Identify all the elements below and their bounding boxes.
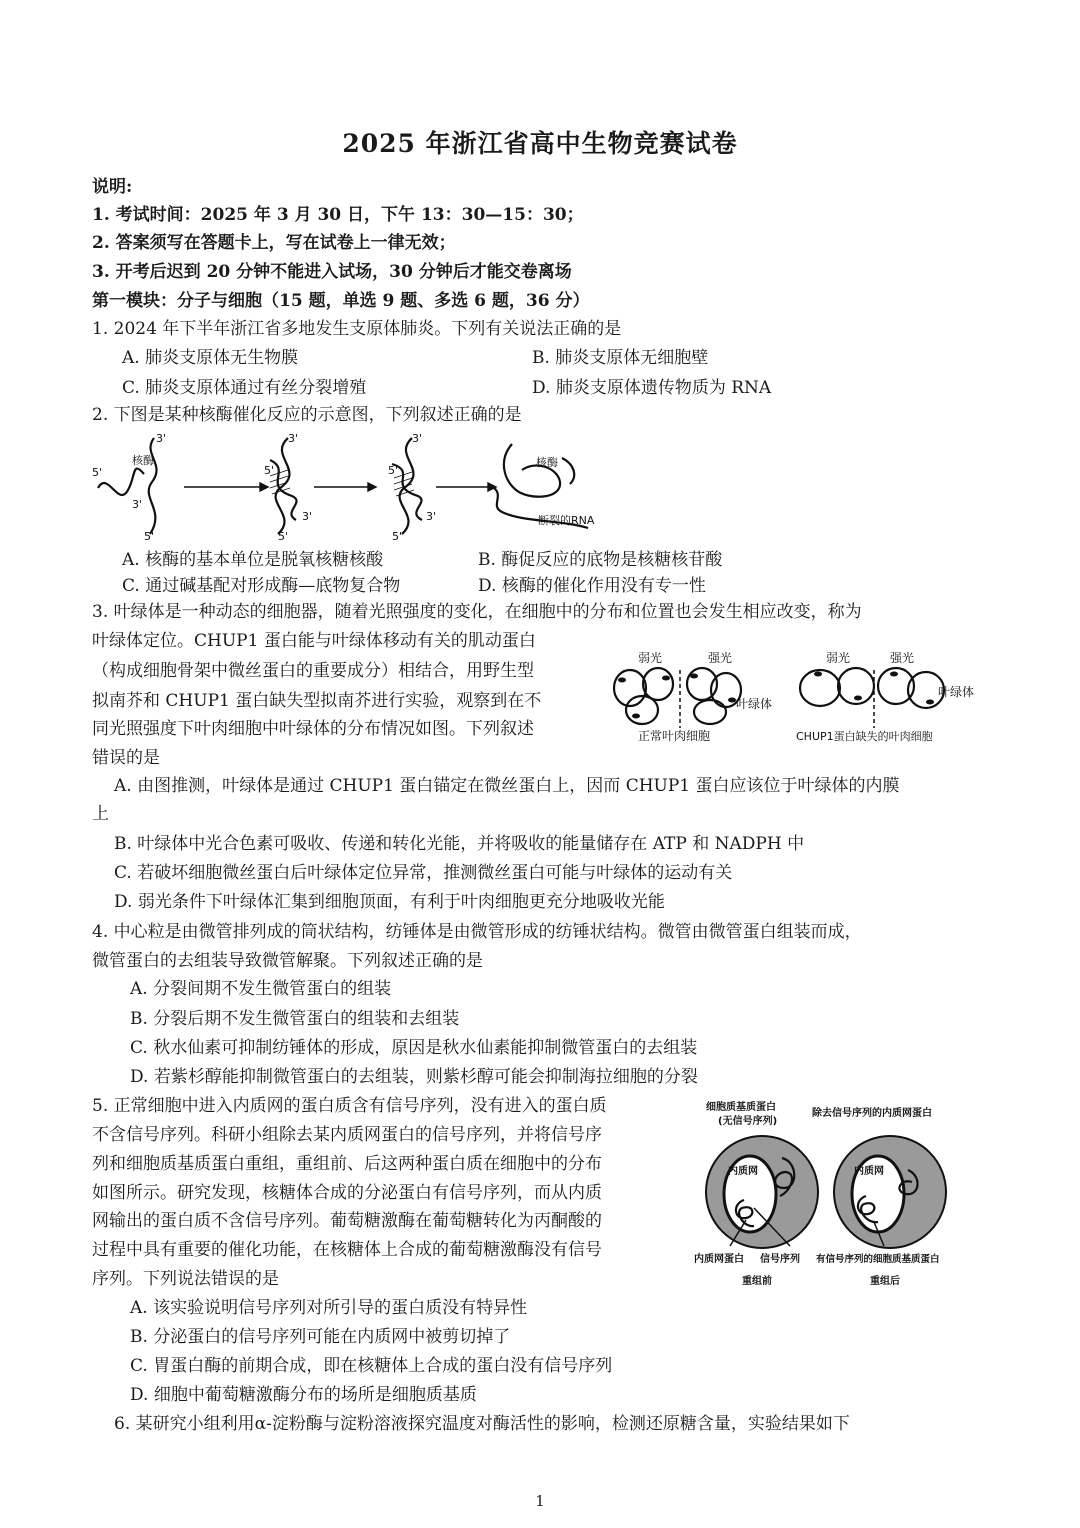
ribozyme-figure [92, 430, 652, 542]
note-item: 2. 答案须写在答题卡上，写在试卷上一律无效； [92, 233, 456, 253]
option-c: C. 胃蛋白酶的前期合成，即在核糖体上合成的蛋白没有信号序列 [130, 1356, 613, 1376]
question-stem: 2. 下图是某种核酶催化反应的示意图，下列叙述正确的是 [92, 405, 522, 425]
chloroplast-label: 叶绿体 [938, 685, 975, 699]
option-d: D. 核酶的催化作用没有专一性 [478, 576, 706, 596]
note-item: 3. 开考后迟到 20 分钟不能进入试场，30 分钟后才能交卷离场 [92, 262, 572, 282]
option-d: D. 弱光条件下叶绿体汇集到细胞顶面，有利于叶肉细胞更充分地吸收光能 [114, 892, 665, 912]
option-a-cont: 上 [92, 804, 109, 824]
option-c: C. 肺炎支原体通过有丝分裂增殖 [122, 378, 367, 398]
after-label: 重组后 [870, 1276, 900, 1287]
module-heading: 第一模块：分子与细胞（15 题，单选 9 题、多选 6 题，36 分） [92, 291, 590, 311]
normal-cell-label: 正常叶肉细胞 [638, 729, 711, 743]
question-stem: （构成细胞骨架中微丝蛋白的重要成分）相结合，用野生型 [92, 661, 534, 681]
option-c: C. 若破坏细胞微丝蛋白后叶绿体定位异常，推测微丝蛋白可能与叶绿体的运动有关 [114, 863, 733, 883]
strong-light-label: 强光 [708, 651, 733, 665]
option-d: D. 肺炎支原体遗传物质为 RNA [532, 378, 772, 398]
question-stem: 5. 正常细胞中进入内质网的蛋白质含有信号序列，没有进入的蛋白质 [92, 1096, 607, 1116]
option-c: C. 秋水仙素可抑制纺锤体的形成，原因是秋水仙素能抑制微管蛋白的去组装 [130, 1038, 698, 1058]
er-protein-label: 内质网蛋白 [694, 1254, 744, 1265]
option-a: A. 核酶的基本单位是脱氧核糖核酸 [122, 550, 384, 570]
question-stem: 叶绿体定位。CHUP1 蛋白能与叶绿体移动有关的肌动蛋白 [92, 631, 536, 651]
question-stem: 同光照强度下叶肉细胞中叶绿体的分布情况如图。下列叙述 [92, 719, 534, 739]
question-stem: 列和细胞质基质蛋白重组，重组前、后这两种蛋白质在细胞中的分布 [92, 1154, 602, 1174]
ribozyme-label: 核酶 [132, 454, 154, 467]
end-label: 3' [288, 432, 299, 445]
question-stem: 6. 某研究小组利用α-淀粉酶与淀粉溶液探究温度对酶活性的影响，检测还原糖含量，实验结果如下 [114, 1414, 850, 1434]
option-d: D. 细胞中葡萄糖激酶分布的场所是细胞质基质 [130, 1385, 477, 1405]
end-label: 3' [426, 510, 437, 523]
weak-light-label: 弱光 [826, 651, 851, 665]
question-stem: 网输出的蛋白质不含信号序列。葡萄糖激酶在葡萄糖转化为丙酮酸的 [92, 1211, 602, 1231]
option-d: D. 若紫杉醇能抑制微管蛋白的去组装，则紫杉醇可能会抑制海拉细胞的分裂 [130, 1067, 698, 1087]
question-stem: 不含信号序列。科研小组除去某内质网蛋白的信号序列，并将信号序 [92, 1125, 602, 1145]
option-b: B. 分裂后期不发生微管蛋白的组装和去组装 [130, 1009, 460, 1029]
end-label: 3' [156, 432, 167, 445]
option-a: A. 该实验说明信号序列对所引导的蛋白质没有特异性 [130, 1298, 528, 1318]
er-label: 内质网 [728, 1166, 758, 1177]
page-number: 1 [535, 1492, 545, 1510]
question-stem: 过程中具有重要的催化功能，在核糖体上合成的葡萄糖激酶没有信号 [92, 1240, 602, 1260]
page-title: 2025 年浙江省高中生物竞赛试卷 [342, 129, 738, 158]
weak-light-label: 弱光 [638, 651, 663, 665]
option-b: B. 叶绿体中光合色素可吸收、传递和转化光能，并将吸收的能量储存在 ATP 和 NADPH 中 [114, 834, 805, 854]
question-stem: 1. 2024 年下半年浙江省多地发生支原体肺炎。下列有关说法正确的是 [92, 319, 622, 339]
end-label: 5' [264, 464, 275, 477]
option-b: B. 酶促反应的底物是核糖核苷酸 [478, 550, 723, 570]
ribozyme-label: 核酶 [536, 456, 558, 469]
option-a: A. 分裂间期不发生微管蛋白的组装 [130, 979, 392, 999]
end-label: 3' [302, 510, 313, 523]
note-item: 1. 考试时间：2025 年 3 月 30 日，下午 13：30—15：30； [92, 205, 584, 225]
option-b: B. 肺炎支原体无细胞壁 [532, 348, 709, 368]
question-stem: 4. 中心粒是由微管排列成的筒状结构，纺锤体是由微管形成的纺锤状结构。微管由微管蛋白组装而成， [92, 922, 862, 942]
option-a: A. 肺炎支原体无生物膜 [122, 348, 299, 368]
chloroplast-label: 叶绿体 [736, 697, 773, 711]
strong-light-label: 强光 [890, 651, 915, 665]
question-stem: 3. 叶绿体是一种动态的细胞器，随着光照强度的变化，在细胞中的分布和位置也会发生相应改变，称为 [92, 602, 862, 622]
end-label: 5' [278, 530, 289, 542]
signal-sequence-figure [694, 1096, 980, 1292]
with-signal-label: 有信号序列的细胞质基质蛋白 [816, 1254, 940, 1265]
option-b: B. 分泌蛋白的信号序列可能在内质网中被剪切掉了 [130, 1327, 511, 1347]
er-label: 内质网 [854, 1166, 884, 1177]
notes-heading: 说明: [92, 177, 133, 197]
option-a: A. 由图推测，叶绿体是通过 CHUP1 蛋白锚定在微丝蛋白上，因而 CHUP1 蛋白应该位于叶绿体的内膜 [114, 776, 900, 796]
question-stem: 如图所示。研究发现，核糖体合成的分泌蛋白有信号序列，而从内质 [92, 1183, 602, 1203]
no-signal-label: (无信号序列) [718, 1116, 778, 1127]
option-c: C. 通过碱基配对形成酶—底物复合物 [122, 576, 401, 596]
removed-signal-label: 除去信号序列的内质网蛋白 [812, 1108, 932, 1119]
end-label: 5' [144, 530, 155, 542]
end-label: 3' [412, 432, 423, 445]
before-label: 重组前 [742, 1276, 772, 1287]
question-stem: 错误的是 [92, 748, 160, 768]
signal-seq-label: 信号序列 [760, 1254, 800, 1265]
chloroplast-figure [608, 644, 988, 748]
question-stem: 微管蛋白的去组装导致微管解聚。下列叙述正确的是 [92, 951, 483, 971]
end-label: 5' [392, 530, 403, 542]
end-label: 3' [132, 498, 143, 511]
cyto-protein-label: 细胞质基质蛋白 [706, 1102, 776, 1113]
broken-rna-label: 断裂的RNA [538, 514, 595, 527]
end-label: 5' [388, 464, 399, 477]
mutant-cell-label: CHUP1蛋白缺失的叶肉细胞 [796, 730, 933, 743]
end-label: 5' [92, 466, 103, 479]
question-stem: 序列。下列说法错误的是 [92, 1269, 279, 1289]
question-stem: 拟南芥和 CHUP1 蛋白缺失型拟南芥进行实验，观察到在不 [92, 691, 542, 711]
